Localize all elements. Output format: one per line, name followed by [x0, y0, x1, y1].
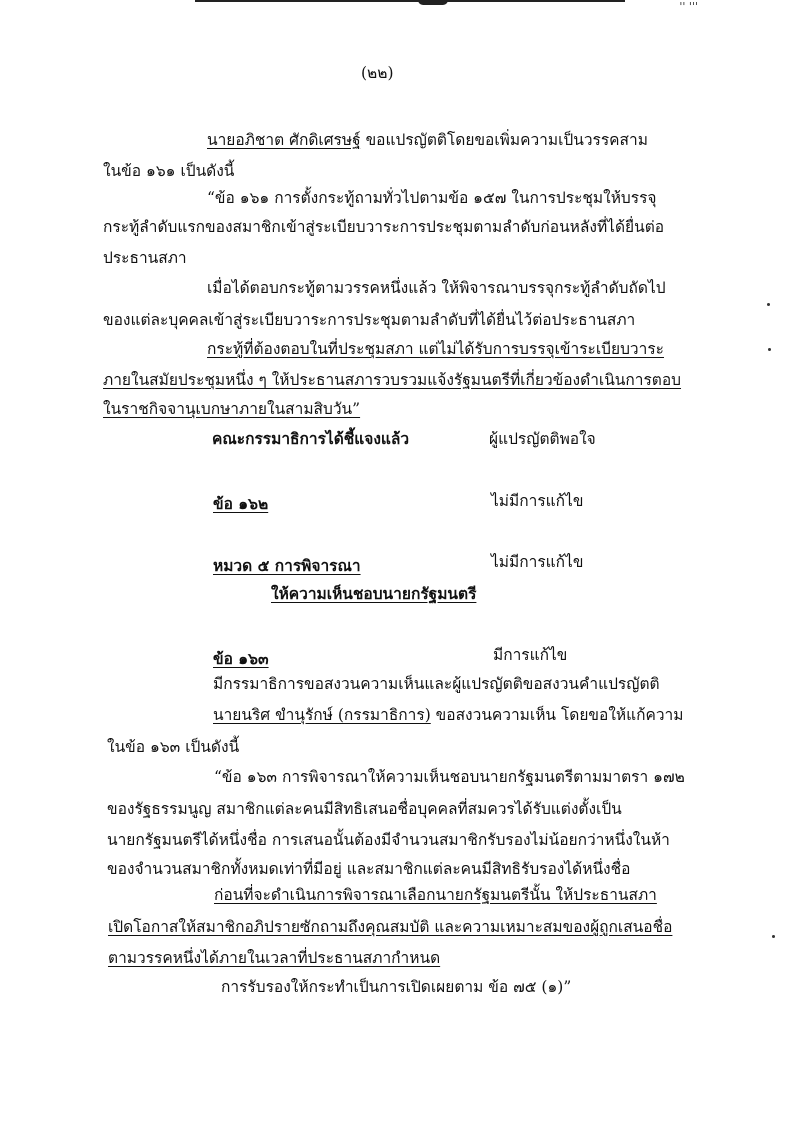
line-21: นายกรัฐมนตรีได้หนึ่งชื่อ การเสนอนั้นต้องมีจำนวนสมาชิกรับรองไม่น้อยกว่าหนึ่งในห้า — [107, 831, 670, 849]
committee-member-name: นายนริศ ขำนุรักษ์ (กรรมาธิการ) — [213, 706, 431, 724]
scan-speck — [772, 935, 775, 938]
top-mark — [418, 0, 448, 5]
article-163: ข้อ ๑๖๓ — [213, 649, 269, 668]
line-9: ภายในสมัยประชุมหนึ่ง ๆ ให้ประธานสภารวบรวมแจ้งรัฐมนตรีที่เกี่ยวข้องดำเนินการตอบ — [103, 371, 682, 389]
line-18: ในข้อ ๑๖๓ เป็นดังนี้ — [107, 738, 240, 756]
line-3: “ข้อ ๑๖๑ การตั้งกระทู้ถามทั่วไปตามข้อ ๑๕๗ ในการประชุมให้บรรจุ — [207, 189, 657, 207]
line-24: เปิดโอกาสให้สมาชิกอภิปรายซักถามถึงคุณสมบัติ และความเหมาะสมของผู้ถูกเสนอชื่อ — [108, 918, 673, 936]
line-17-text: ขอสงวนความเห็น โดยขอให้แก้ความ — [430, 706, 684, 724]
line-2: ในข้อ ๑๖๑ เป็นดังนี้ — [103, 162, 235, 180]
line-23: ก่อนที่จะดำเนินการพิจารณาเลือกนายกรัฐมนตรีนั้น ให้ประธานสภา — [214, 886, 657, 904]
line-5: ประธานสภา — [103, 249, 187, 267]
scan-speck — [768, 348, 771, 351]
line-17 — [213, 704, 683, 726]
line-26: การรับรองให้กระทำเป็นการเปิดเผยตาม ข้อ ๗๕ (๑)” — [221, 978, 572, 996]
line-1 — [207, 129, 648, 151]
line-8: กระทู้ที่ต้องตอบในที่ประชุมสภา แต่ไม่ได้รับการบรรจุเข้าระเบียบวาระ — [207, 340, 664, 358]
line-19: “ข้อ ๑๖๓ การพิจารณาให้ความเห็นชอบนายกรัฐมนตรีตามมาตรา ๑๗๒ — [214, 768, 685, 786]
chapter-status: ไม่มีการแก้ไข — [491, 553, 584, 571]
page-number: (๒๒) — [361, 64, 394, 82]
line-10: ในราชกิจจานุเบกษาภายในสามสิบวัน” — [103, 400, 361, 418]
scan-speck — [767, 303, 770, 306]
header-marks: '' ''' — [679, 0, 698, 13]
line-1-text: ขอแปรญัตติโดยขอเพิ่มความเป็นวรรคสาม — [360, 131, 648, 149]
speaker-name: นายอภิชาต ศักดิเศรษฐ์ — [207, 131, 361, 149]
top-rule — [195, 0, 625, 2]
committee-note: คณะกรรมาธิการได้ชี้แจงแล้ว — [212, 429, 410, 448]
line-6: เมื่อได้ตอบกระทู้ตามวรรคหนึ่งแล้ว ให้พิจารณาบรรจุกระทู้ลำดับถัดไป — [207, 279, 666, 297]
mover-response: ผู้แปรญัตติพอใจ — [489, 430, 596, 448]
article-162-status: ไม่มีการแก้ไข — [491, 492, 584, 510]
line-22: ของจำนวนสมาชิกทั้งหมดเท่าที่มีอยู่ และสมาชิกแต่ละคนมีสิทธิรับรองได้หนึ่งชื่อ — [107, 860, 631, 878]
line-4: กระทู้ลำดับแรกของสมาชิกเข้าสู่ระเบียบวาระการประชุมตามลำดับก่อนหลังที่ได้ยื่นต่อ — [103, 218, 665, 236]
line-7: ของแต่ละบุคคลเข้าสู่ระเบียบวาระการประชุมตามลำดับที่ได้ยื่นไว้ต่อประธานสภา — [103, 311, 636, 329]
article-163-status: มีการแก้ไข — [493, 646, 568, 664]
line-20: ของรัฐธรรมนูญ สมาชิกแต่ละคนมีสิทธิเสนอชื่อบุคคลที่สมควรได้รับแต่งตั้งเป็น — [107, 800, 622, 818]
article-162: ข้อ ๑๖๒ — [213, 494, 269, 513]
chapter-subheading: ให้ความเห็นชอบนายกรัฐมนตรี — [271, 584, 477, 603]
chapter-heading: หมวด ๕ การพิจารณา — [213, 556, 361, 575]
line-16: มีกรรมาธิการขอสงวนความเห็นและผู้แปรญัตติขอสงวนคำแปรญัตติ — [213, 675, 660, 693]
line-25: ตามวรรคหนึ่งได้ภายในเวลาที่ประธานสภากำหนด — [108, 949, 441, 967]
